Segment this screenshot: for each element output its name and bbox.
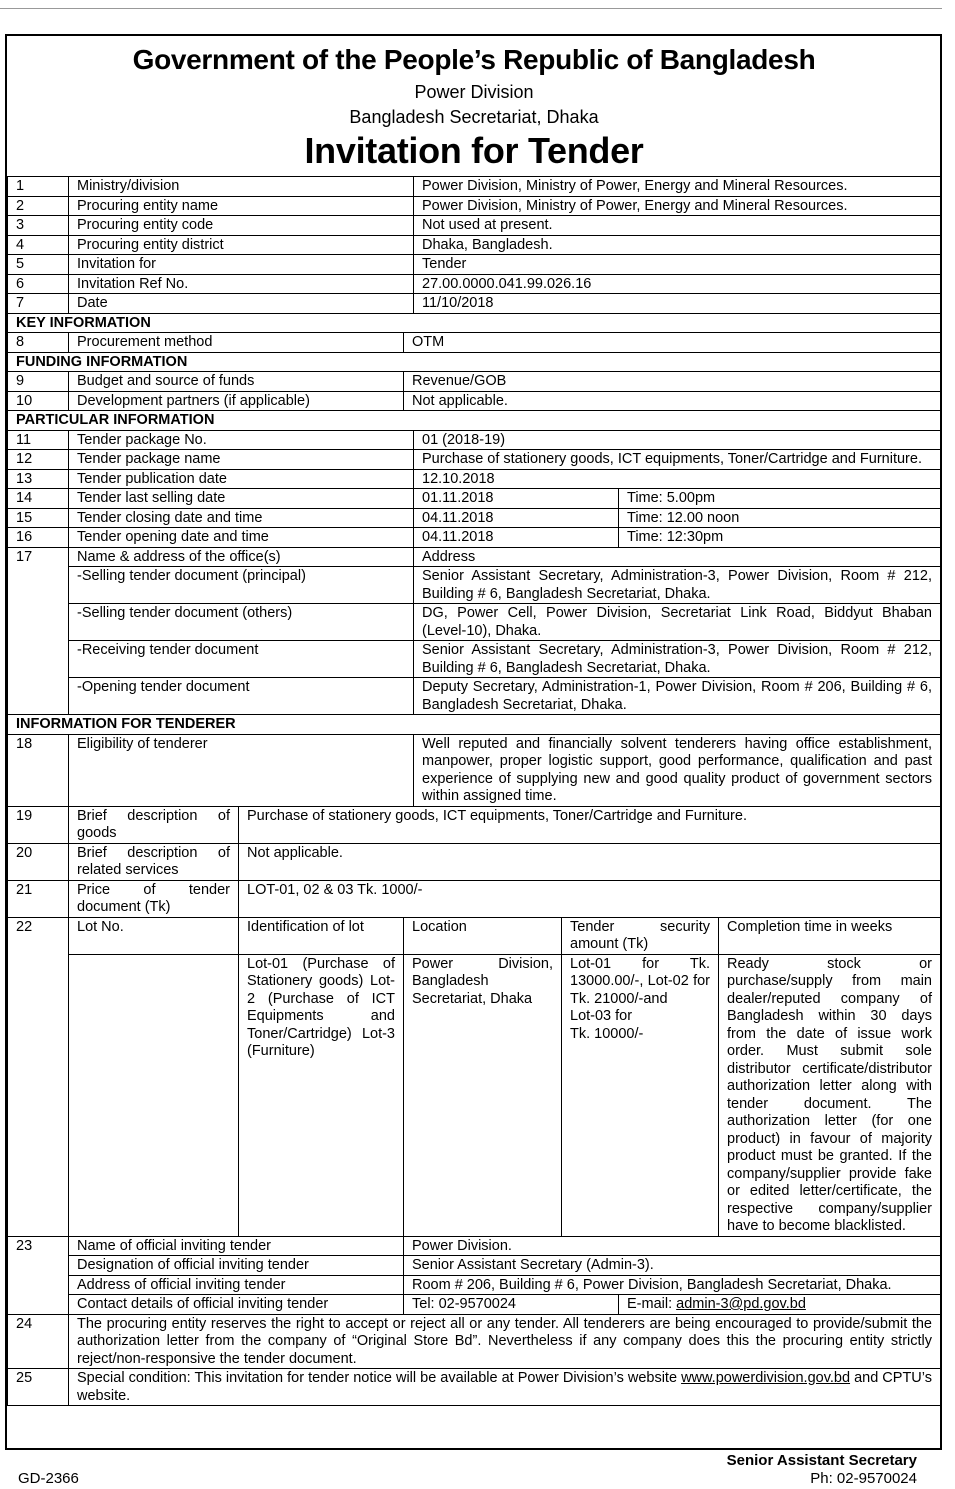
tender-table <box>7 176 941 1406</box>
table-row: 1 Ministry/division Power Division, Ministry of Power, Energy and Mineral Resources. <box>8 177 941 197</box>
table-row: 7 Date 11/10/2018 <box>8 294 941 314</box>
table-row: 25 Special condition: This invitation for tender notice will be available at Power Division’s website www.powerdivision.gov.bd and CPTU’s website. <box>8 1369 941 1406</box>
section-particular-information: PARTICULAR INFORMATION <box>8 411 941 431</box>
gd-code: GD-2366 <box>18 1470 79 1487</box>
division-heading: Power Division <box>414 82 534 102</box>
page-title: Invitation for Tender <box>304 130 644 171</box>
table-row: 21 Price of tender document (Tk) LOT-01, 02 & 03 Tk. 1000/- <box>8 880 941 917</box>
table-row: 2 Procuring entity name Power Division, Ministry of Power, Energy and Mineral Resources. <box>8 196 941 216</box>
table-row: -Selling tender document (others) DG, Power Cell, Power Division, Secretariat Link Road, Biddyut Bhaban (Level-10), Dhaka. <box>8 604 941 641</box>
government-heading: Government of the People’s Republic of Bangladesh <box>132 44 816 75</box>
table-row: 17 Name & address of the office(s) Address <box>8 547 941 567</box>
table-row: 10 Development partners (if applicable) Not applicable. <box>8 391 941 411</box>
table-row: 11 Tender package No. 01 (2018-19) <box>8 430 941 450</box>
table-row: 24 The procuring entity reserves the right to accept or reject all or any tender. All tenderers are being encouraged to provide/submit the authorization letter from the company of “Original Store Bd”. Nevertheless if any company does this the procuring entity strictly reject/non-responsive the tender document. <box>8 1314 941 1369</box>
table-row: 6 Invitation Ref No. 27.00.0000.041.99.026.16 <box>8 274 941 294</box>
section-key-information: KEY INFORMATION <box>8 313 941 333</box>
section-funding-information: FUNDING INFORMATION <box>8 352 941 372</box>
table-row: -Selling tender document (principal) Senior Assistant Secretary, Administration-3, Power Division, Room # 212, Building # 6, Bangladesh Secretariat, Dhaka. <box>8 567 941 604</box>
location-heading: Bangladesh Secretariat, Dhaka <box>349 107 599 127</box>
table-row: 14 Tender last selling date 01.11.2018 Time: 5.00pm <box>8 489 941 509</box>
top-rule <box>0 8 942 9</box>
table-row: -Receiving tender document Senior Assistant Secretary, Administration-3, Power Division, Room # 212, Building # 6, Bangladesh Secretariat, Dhaka. <box>8 641 941 678</box>
table-row: 9 Budget and source of funds Revenue/GOB <box>8 372 941 392</box>
table-row: 8 Procurement method OTM <box>8 333 941 353</box>
table-row: 12 Tender package name Purchase of stationery goods, ICT equipments, Toner/Cartridge and Furniture. <box>8 450 941 470</box>
table-row: 15 Tender closing date and time 04.11.2018 Time: 12.00 noon <box>8 508 941 528</box>
table-row: 3 Procuring entity code Not used at present. <box>8 216 941 236</box>
table-row: 16 Tender opening date and time 04.11.2018 Time: 12:30pm <box>8 528 941 548</box>
lot-detail-row: Lot-01 (Purchase of Stationery goods) Lot-2 (Purchase of ICT Equipments and Toner/Cartridge) Lot-3 (Furniture) Power Division, Bangladesh Secretariat, Dhaka Lot-01 for Tk. 13000.00/-, Lot-02 for Tk. 21000/-and Lot-03 for Tk. 10000/- Ready stock or purchase/supply from main dealer/reputed company of Bangladesh within 30 days from the date of issue work order. Must submit sole distributor certificate/distributor authorization letter along with tender document. The authorization letter (for one product) in favour of majority product must be granted. If the company/supplier provide fake or edited letter/certificate, the respective company/supplier have to become blacklisted. <box>8 954 941 1236</box>
table-row: 4 Procuring entity district Dhaka, Bangladesh. <box>8 235 941 255</box>
table-row: 23 Name of official inviting tender Power Division. <box>8 1236 941 1256</box>
website-link[interactable]: www.powerdivision.gov.bd <box>681 1370 851 1386</box>
table-row: Designation of official inviting tender Senior Assistant Secretary (Admin-3). <box>8 1256 941 1276</box>
signatory: Senior Assistant Secretary <box>726 1452 917 1469</box>
table-row: 18 Eligibility of tenderer Well reputed and financially solvent tenderers having office establishment, manpower, proper logistic support, good performance, qualification and past experience of supplying new and good quality product of government sectors within assigned time. <box>8 734 941 806</box>
table-row: 19 Brief description of goods Purchase of stationery goods, ICT equipments, Toner/Cartridge and Furniture. <box>8 806 941 843</box>
table-row: Address of official inviting tender Room # 206, Building # 6, Power Division, Bangladesh Secretariat, Dhaka. <box>8 1275 941 1295</box>
table-row: 20 Brief description of related services Not applicable. <box>8 843 941 880</box>
email-link[interactable]: admin-3@pd.gov.bd <box>676 1296 806 1312</box>
table-row: Contact details of official inviting tender Tel: 02-9570024 E-mail: admin-3@pd.gov.bd <box>8 1295 941 1315</box>
table-row: 5 Invitation for Tender <box>8 255 941 275</box>
table-row: -Opening tender document Deputy Secretary, Administration-1, Power Division, Room # 206, Building # 6, Bangladesh Secretariat, Dhaka. <box>8 678 941 715</box>
signatory-phone: Ph: 02-9570024 <box>810 1470 917 1487</box>
table-row: 13 Tender publication date 12.10.2018 <box>8 469 941 489</box>
lot-header-row: 22 Lot No. Identification of lot Location Tender security amount (Tk) Completion time in weeks <box>8 917 941 954</box>
section-information-for-tenderer: INFORMATION FOR TENDERER <box>8 715 941 735</box>
